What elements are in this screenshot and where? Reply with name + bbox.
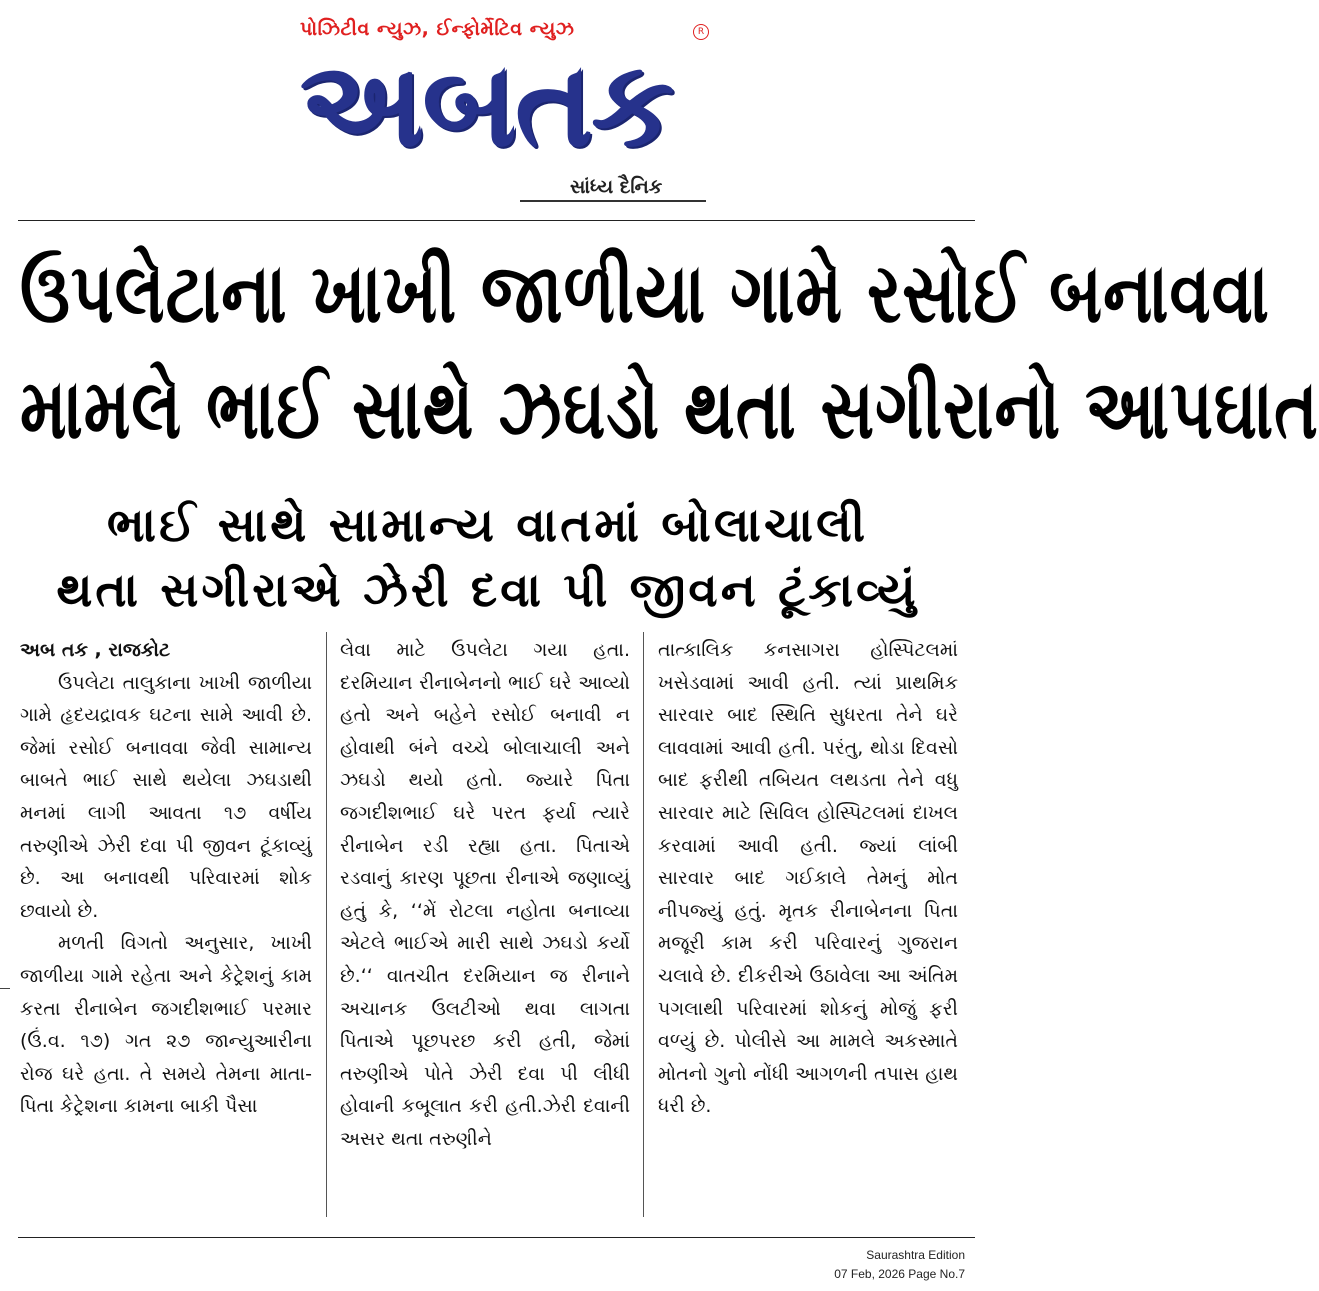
margin-tick — [0, 988, 10, 989]
article-column-2 — [340, 634, 630, 1156]
top-divider — [18, 220, 975, 221]
column-divider — [643, 632, 644, 1217]
masthead — [0, 0, 975, 222]
article-paragraph: તાત્કાલિક કનસાગરા હોસ્પિટલમાં ખસેડવામાં આવી હતી. ત્યાં પ્રાથમિક સારવાર બાદ સ્થિતિ સુધરતા તેને ઘરે લાવવામાં આવી હતી. પરંતુ, થોડા દિવસો બાદ ફરીથી તબિયત લથડતા તેને વધુ સારવાર માટે સિવિલ હોસ્પિટલમાં દાખલ કરવામાં આવી હતી. જ્યાં લાંબી સારવાર બાદ ગઈકાલે તેમનું મોત નીપજ્યું હતું. મૃતક રીનાબેનના પિતા મજૂરી કામ કરી પરિવારનું ગુજરાન ચલાવે છે. દીકરીએ ઉઠાવેલા આ અંતિમ પગલાથી પરિવારમાં શોકનું મોજું ફરી વળ્યું છે. પોલીસે આ મામલે અકસ્માતે મોતનો ગુનો નોંધી આગળની તપાસ હાથ ધરી છે. — [658, 639, 958, 1118]
footer-date-page: 07 Feb, 2026 Page No.7 — [834, 1267, 965, 1281]
main-headline-line-1: ઉપલેટાના ખાખી જાળીયા ગામે રસોઈ બનાવવા — [20, 245, 1270, 342]
subtitle-underline — [520, 200, 706, 202]
column-divider — [326, 632, 327, 1217]
masthead-tagline: પોઝિટીવ ન્યુઝ, ઈન્ફોર્મેટિવ ન્યુઝ — [300, 18, 575, 40]
sub-headline-line-2: થતા સગીરાએ ઝેરી દવા પી જીવન ટૂંકાવ્યું — [56, 563, 919, 618]
registered-mark-icon: R — [693, 24, 709, 40]
newspaper-logo: અબતક — [299, 35, 673, 173]
article-paragraph: લેવા માટે ઉપલેટા ગયા હતા. દરમિયાન રીનાબેનનો ભાઈ ઘરે આવ્યો હતો અને બહેને રસોઈ બનાવી ન હોવાથી બંને વચ્ચે બોલાચાલી અને ઝઘડો થયો હતો. જ્યારે પિતા જગદીશભાઈ ઘરે પરત ફર્યા ત્યારે રીનાબેન રડી રહ્યા હતા. પિતાએ રડવાનું કારણ પૂછતા રીનાએ જણાવ્યું હતું કે, ‘‘મેં રોટલા નહોતા બનાવ્યા એટલે ભાઈએ મારી સાથે ઝઘડો કર્યો છે.‘‘ વાતચીત દરમિયાન જ રીનાને અચાનક ઉલટીઓ થવા લાગતા પિતાએ પૂછપરછ કરી હતી, જેમાં તરુણીએ પોતે ઝેરી દવા પી લીધી હોવાની કબૂલાત કરી હતી.ઝેરી દવાની અસર થતા તરુણીને — [340, 639, 630, 1150]
article-column-3 — [658, 634, 958, 1123]
masthead-subtitle: સાંધ્ય દૈનિક — [570, 176, 663, 198]
sub-headline-line-1: ભાઈ સાથે સામાન્ય વાતમાં બોલાચાલી — [106, 498, 869, 553]
article-paragraph: ઉપલેટા તાલુકાના ખાખી જાળીયા ગામે હૃદયદ્રાવક ઘટના સામે આવી છે. જેમાં રસોઈ બનાવવા જેવી સામાન્ય બાબતે ભાઈ સાથે થયેલા ઝઘડાથી મનમાં લાગી આવતા ૧૭ વર્ષીય તરુણીએ ઝેરી દવા પી જીવન ટૂંકાવ્યું છે. આ બનાવથી પરિવારમાં શોક છવાયો છે. — [20, 671, 312, 922]
bottom-divider — [18, 1237, 975, 1238]
main-headline-line-2: મામલે ભાઈ સાથે ઝઘડો થતા સગીરાનો આપઘાત — [20, 361, 1319, 458]
article-paragraph: મળતી વિગતો અનુસાર, ખાખી જાળીયા ગામે રહેતા અને કેટ્રેશનું કામ કરતા રીનાબેન જગદીશભાઈ પરમાર (ઉં.વ. ૧૭) ગત ૨૭ જાન્યુઆરીના રોજ ઘરે હતા. તે સમયે તેમના માતા-પિતા કેટ્રેશના કામના બાકી પૈસા — [20, 932, 312, 1118]
footer-edition: Saurashtra Edition — [866, 1248, 965, 1262]
article-dateline: અબ તક , રાજકોટ — [20, 639, 171, 661]
article-column-1 — [20, 634, 312, 1123]
